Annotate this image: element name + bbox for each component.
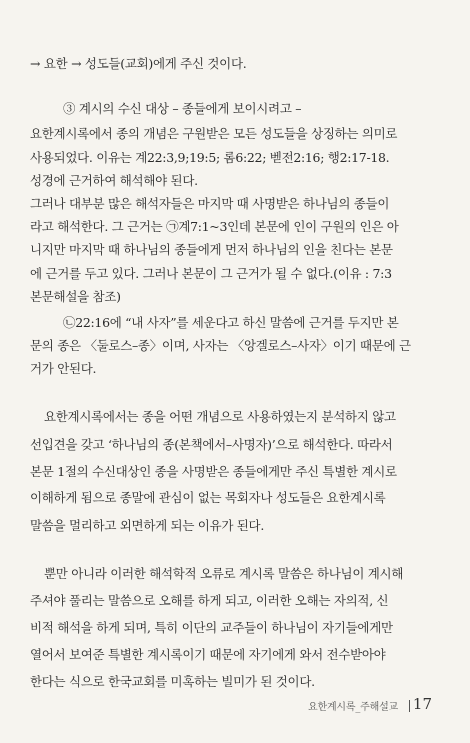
paragraph-3-line-4: 열어서 보여준 특별한 계시록이기 때문에 자기에게 와서 전수받아야	[30, 647, 386, 662]
page-footer	[0, 696, 470, 716]
text-line-12: 문의 종은 〈둘로스–종〉이며, 사자는 〈앙겔로스–사자〉이기 때문에 근	[30, 338, 411, 353]
paragraph-3-line-1: 뿐만 아니라 이러한 해석학적 오류로 계시록 말씀은 하나님이 계시해	[44, 566, 404, 581]
running-title: 요한계시록_주해설교	[308, 702, 398, 713]
text-line-4: 사용되었다. 이유는 계22:3,9;19:5; 롬6:22; 벧전2:16; 행2:17-18.	[30, 150, 390, 165]
paragraph-2-line-5: 말씀을 멀리하고 외면하게 되는 이유가 된다.	[30, 518, 264, 533]
paragraph-2-line-1: 요한계시록에서는 종을 어떤 개념으로 사용하였는지 분석하지 않고	[44, 409, 396, 424]
text-line-6: 그러나 대부분 많은 해석자들은 마지막 때 사명받은 하나님의 종들이	[30, 196, 390, 211]
paragraph-2-line-2: 선입견을 갖고 ‘하나님의 종(본책에서–사명자)’으로 해석한다. 따라서	[30, 437, 393, 452]
paragraph-3-line-3: 비적 해석을 하게 되며, 특히 이단의 교주들이 하나님이 자기들에게만	[30, 620, 393, 635]
paragraph-2-line-3: 본문 1절의 수신대상인 종을 사명받은 종들에게만 주신 특별한 계시로	[30, 464, 397, 479]
paragraph-2-line-4: 이해하게 됨으로 종말에 관심이 없는 목회자나 성도들은 요한계시록	[30, 490, 386, 505]
footer-divider	[409, 700, 410, 712]
paragraph-3-line-2: 주셔야 풀리는 말씀으로 오해를 하게 되고, 이러한 오해는 자의적, 신	[30, 593, 389, 608]
section-heading: ③ 계시의 수신 대상 – 종들에게 보이시려고 –	[63, 101, 302, 116]
text-line-13: 거가 안된다.	[30, 361, 97, 376]
text-line-8: 니지만 마지막 때 하나님의 종들에게 먼저 하나님의 인을 친다는 본문	[30, 242, 393, 257]
text-line-9: 에 근거를 두고 있다. 그러나 본문이 그 근거가 될 수 없다.(이유 : 7:3	[30, 266, 392, 281]
text-line-1: → 요한 → 성도들(교회)에게 주신 것이다.	[30, 56, 247, 71]
paragraph-3-line-5: 한다는 식으로 한국교회를 미혹하는 빌미가 된 것이다.	[30, 674, 315, 689]
text-line-10: 본문해설을 참조)	[30, 289, 121, 304]
text-line-5: 성경에 근거하여 해석해야 된다.	[30, 173, 198, 188]
text-line-3: 요한계시록에서 종의 개념은 구원받은 모든 성도들을 상징하는 의미로	[30, 126, 398, 141]
text-line-7: 라고 해석한다. 그 근거는 ㉠계7:1~3인데 본문에 인이 구원의 인은 아	[30, 219, 399, 234]
text-line-11: ㉡22:16에 “내 사자”를 세운다고 하신 말씀에 근거를 두지만 본	[63, 315, 399, 330]
page-number: 17	[412, 695, 432, 713]
